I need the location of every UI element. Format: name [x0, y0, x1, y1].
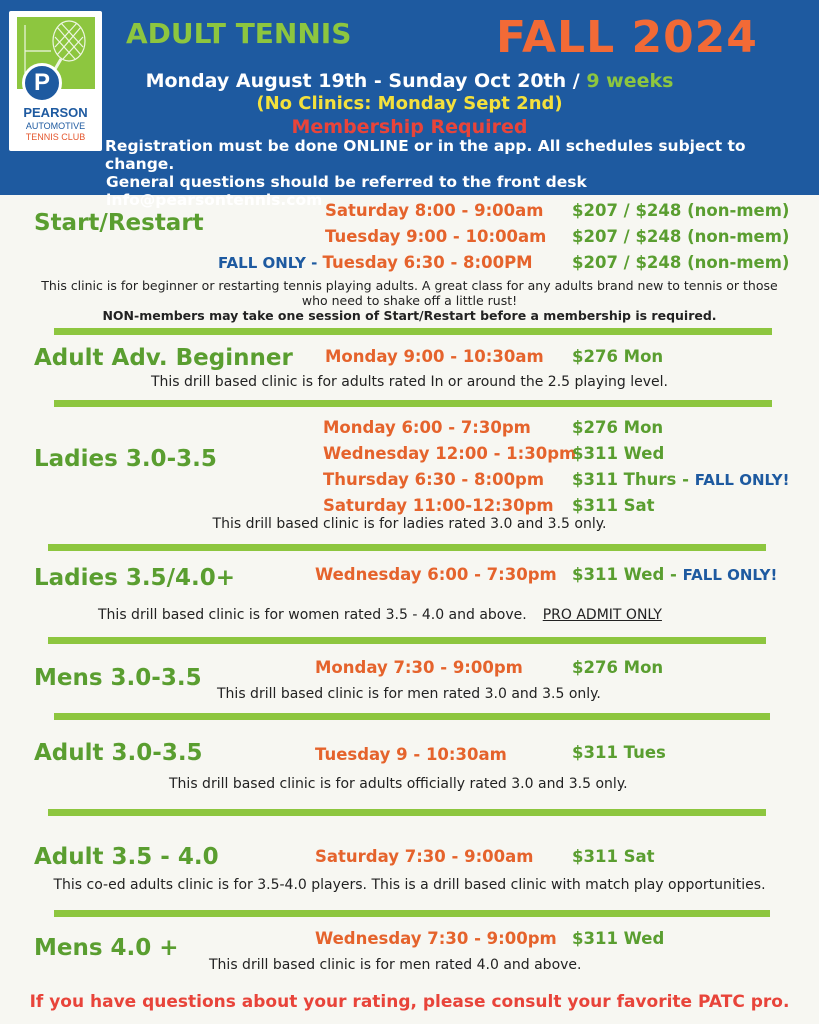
session-time: Saturday 11:00-12:30pm: [323, 496, 554, 515]
session-price-fall-only: [572, 470, 789, 489]
session-price: $311 Wed: [572, 444, 665, 463]
divider: [54, 328, 772, 335]
fall-only-label: FALL ONLY -: [218, 254, 323, 272]
divider: [54, 400, 772, 407]
clinic-name-ladies-35: Ladies 3.5/4.0+: [34, 565, 235, 591]
session-dates: [0, 70, 819, 92]
session-price: $276 Mon: [572, 347, 664, 366]
clinic-name-adult-30: Adult 3.0-3.5: [34, 740, 203, 766]
price-text: $311 Wed -: [572, 565, 683, 584]
clinic-name-mens-40: Mens 4.0 +: [34, 935, 179, 961]
program-title: ADULT TENNIS: [126, 17, 352, 50]
desc-line: who need to shake off a little rust!: [301, 293, 518, 308]
session-time: Monday 6:00 - 7:30pm: [323, 418, 531, 437]
questions-line: General questions should be referred to the front desk info@pearsontennis.com: [106, 173, 587, 209]
logo-brand: PEARSON: [23, 105, 88, 120]
divider: [48, 544, 766, 551]
dates-text: Monday August 19th - Sunday Oct 20th /: [145, 70, 587, 92]
clinic-name-start-restart: Start/Restart: [34, 210, 204, 236]
session-price: $276 Mon: [572, 418, 664, 437]
session-price: $311 Sat: [572, 496, 655, 515]
divider: [54, 910, 770, 917]
session-time: Tuesday 9:00 - 10:00am: [325, 227, 547, 246]
clinic-desc-adv-beginner: This drill based clinic is for adults rated In or around the 2.5 playing level.: [150, 374, 668, 390]
clinic-desc-mens-30: This drill based clinic is for men rated 3.0 and 3.5 only.: [217, 686, 601, 702]
logo-p-mark: P: [22, 63, 62, 103]
season-title: FALL 2024: [496, 12, 758, 63]
session-price: $207 / $248 (non-mem): [572, 201, 790, 220]
session-price: $311 Wed: [572, 929, 665, 948]
clinic-desc-adult-30: This drill based clinic is for adults officially rated 3.0 and 3.5 only.: [169, 776, 628, 792]
fall-only-label: FALL ONLY!: [694, 471, 790, 489]
session-time: Monday 9:00 - 10:30am: [325, 347, 544, 366]
session-time: Monday 7:30 - 9:00pm: [315, 658, 523, 677]
footer-note: If you have questions about your rating, please consult your favorite PATC pro.: [29, 992, 790, 1012]
session-time-fall-only: [218, 253, 533, 272]
pro-admit-note: PRO ADMIT ONLY: [542, 607, 662, 623]
membership-note: Membership Required: [291, 116, 528, 138]
registration-info: [105, 137, 805, 209]
fall-only-label: FALL ONLY!: [682, 566, 778, 584]
divider: [54, 713, 770, 720]
session-price: $311 Sat: [572, 847, 655, 866]
clinic-name-ladies-30: Ladies 3.0-3.5: [34, 446, 217, 472]
session-time: Wednesday 12:00 - 1:30pm: [323, 444, 577, 463]
divider: [48, 809, 766, 816]
clinic-name-adv-beginner: Adult Adv. Beginner: [34, 345, 293, 371]
no-clinics-note: (No Clinics: Monday Sept 2nd): [256, 93, 563, 114]
session-time: Wednesday 6:00 - 7:30pm: [315, 565, 557, 584]
logo-line3: TENNIS CLUB: [25, 132, 86, 142]
desc-line-bold: NON-members may take one session of Start/Restart before a membership is required.: [102, 308, 717, 323]
session-price: $207 / $248 (non-mem): [572, 227, 790, 246]
desc-line: This clinic is for beginner or restarting tennis playing adults. A great class for any adults brand new to tennis or those: [41, 278, 778, 293]
clinic-name-mens-30: Mens 3.0-3.5: [34, 665, 202, 691]
session-time: Thursday 6:30 - 8:00pm: [323, 470, 545, 489]
clinic-desc-adult-35: This co-ed adults clinic is for 3.5-4.0 players. This is a drill based clinic with match play opportunities.: [53, 877, 766, 893]
clinic-desc-ladies-35: [98, 607, 662, 623]
session-time: Tuesday 9 - 10:30am: [315, 745, 507, 764]
clinic-name-adult-35: Adult 3.5 - 4.0: [34, 844, 219, 870]
session-price: $276 Mon: [572, 658, 664, 677]
desc-text: This drill based clinic is for women rated 3.5 - 4.0 and above.: [98, 607, 527, 623]
clinic-desc-ladies-30: This drill based clinic is for ladies rated 3.0 and 3.5 only.: [212, 516, 607, 532]
session-time: Saturday 7:30 - 9:00am: [315, 847, 534, 866]
clinic-desc-mens-40: This drill based clinic is for men rated 4.0 and above.: [209, 957, 582, 973]
fall-only-time: Tuesday 6:30 - 8:00PM: [322, 253, 533, 272]
session-time: Saturday 8:00 - 9:00am: [325, 201, 544, 220]
price-text: $311 Thurs -: [572, 470, 695, 489]
session-price: $311 Tues: [572, 743, 666, 762]
clinic-desc-start-restart: [0, 278, 819, 323]
divider: [48, 637, 766, 644]
header-banner: [0, 0, 819, 209]
session-time: Wednesday 7:30 - 9:00pm: [315, 929, 557, 948]
session-price: $207 / $248 (non-mem): [572, 253, 790, 272]
weeks-text: 9 weeks: [586, 70, 674, 92]
logo-line2: AUTOMOTIVE: [25, 121, 86, 131]
registration-line: Registration must be done ONLINE or in the app. All schedules subject to change.: [105, 137, 746, 173]
session-price-fall-only: [572, 565, 777, 584]
